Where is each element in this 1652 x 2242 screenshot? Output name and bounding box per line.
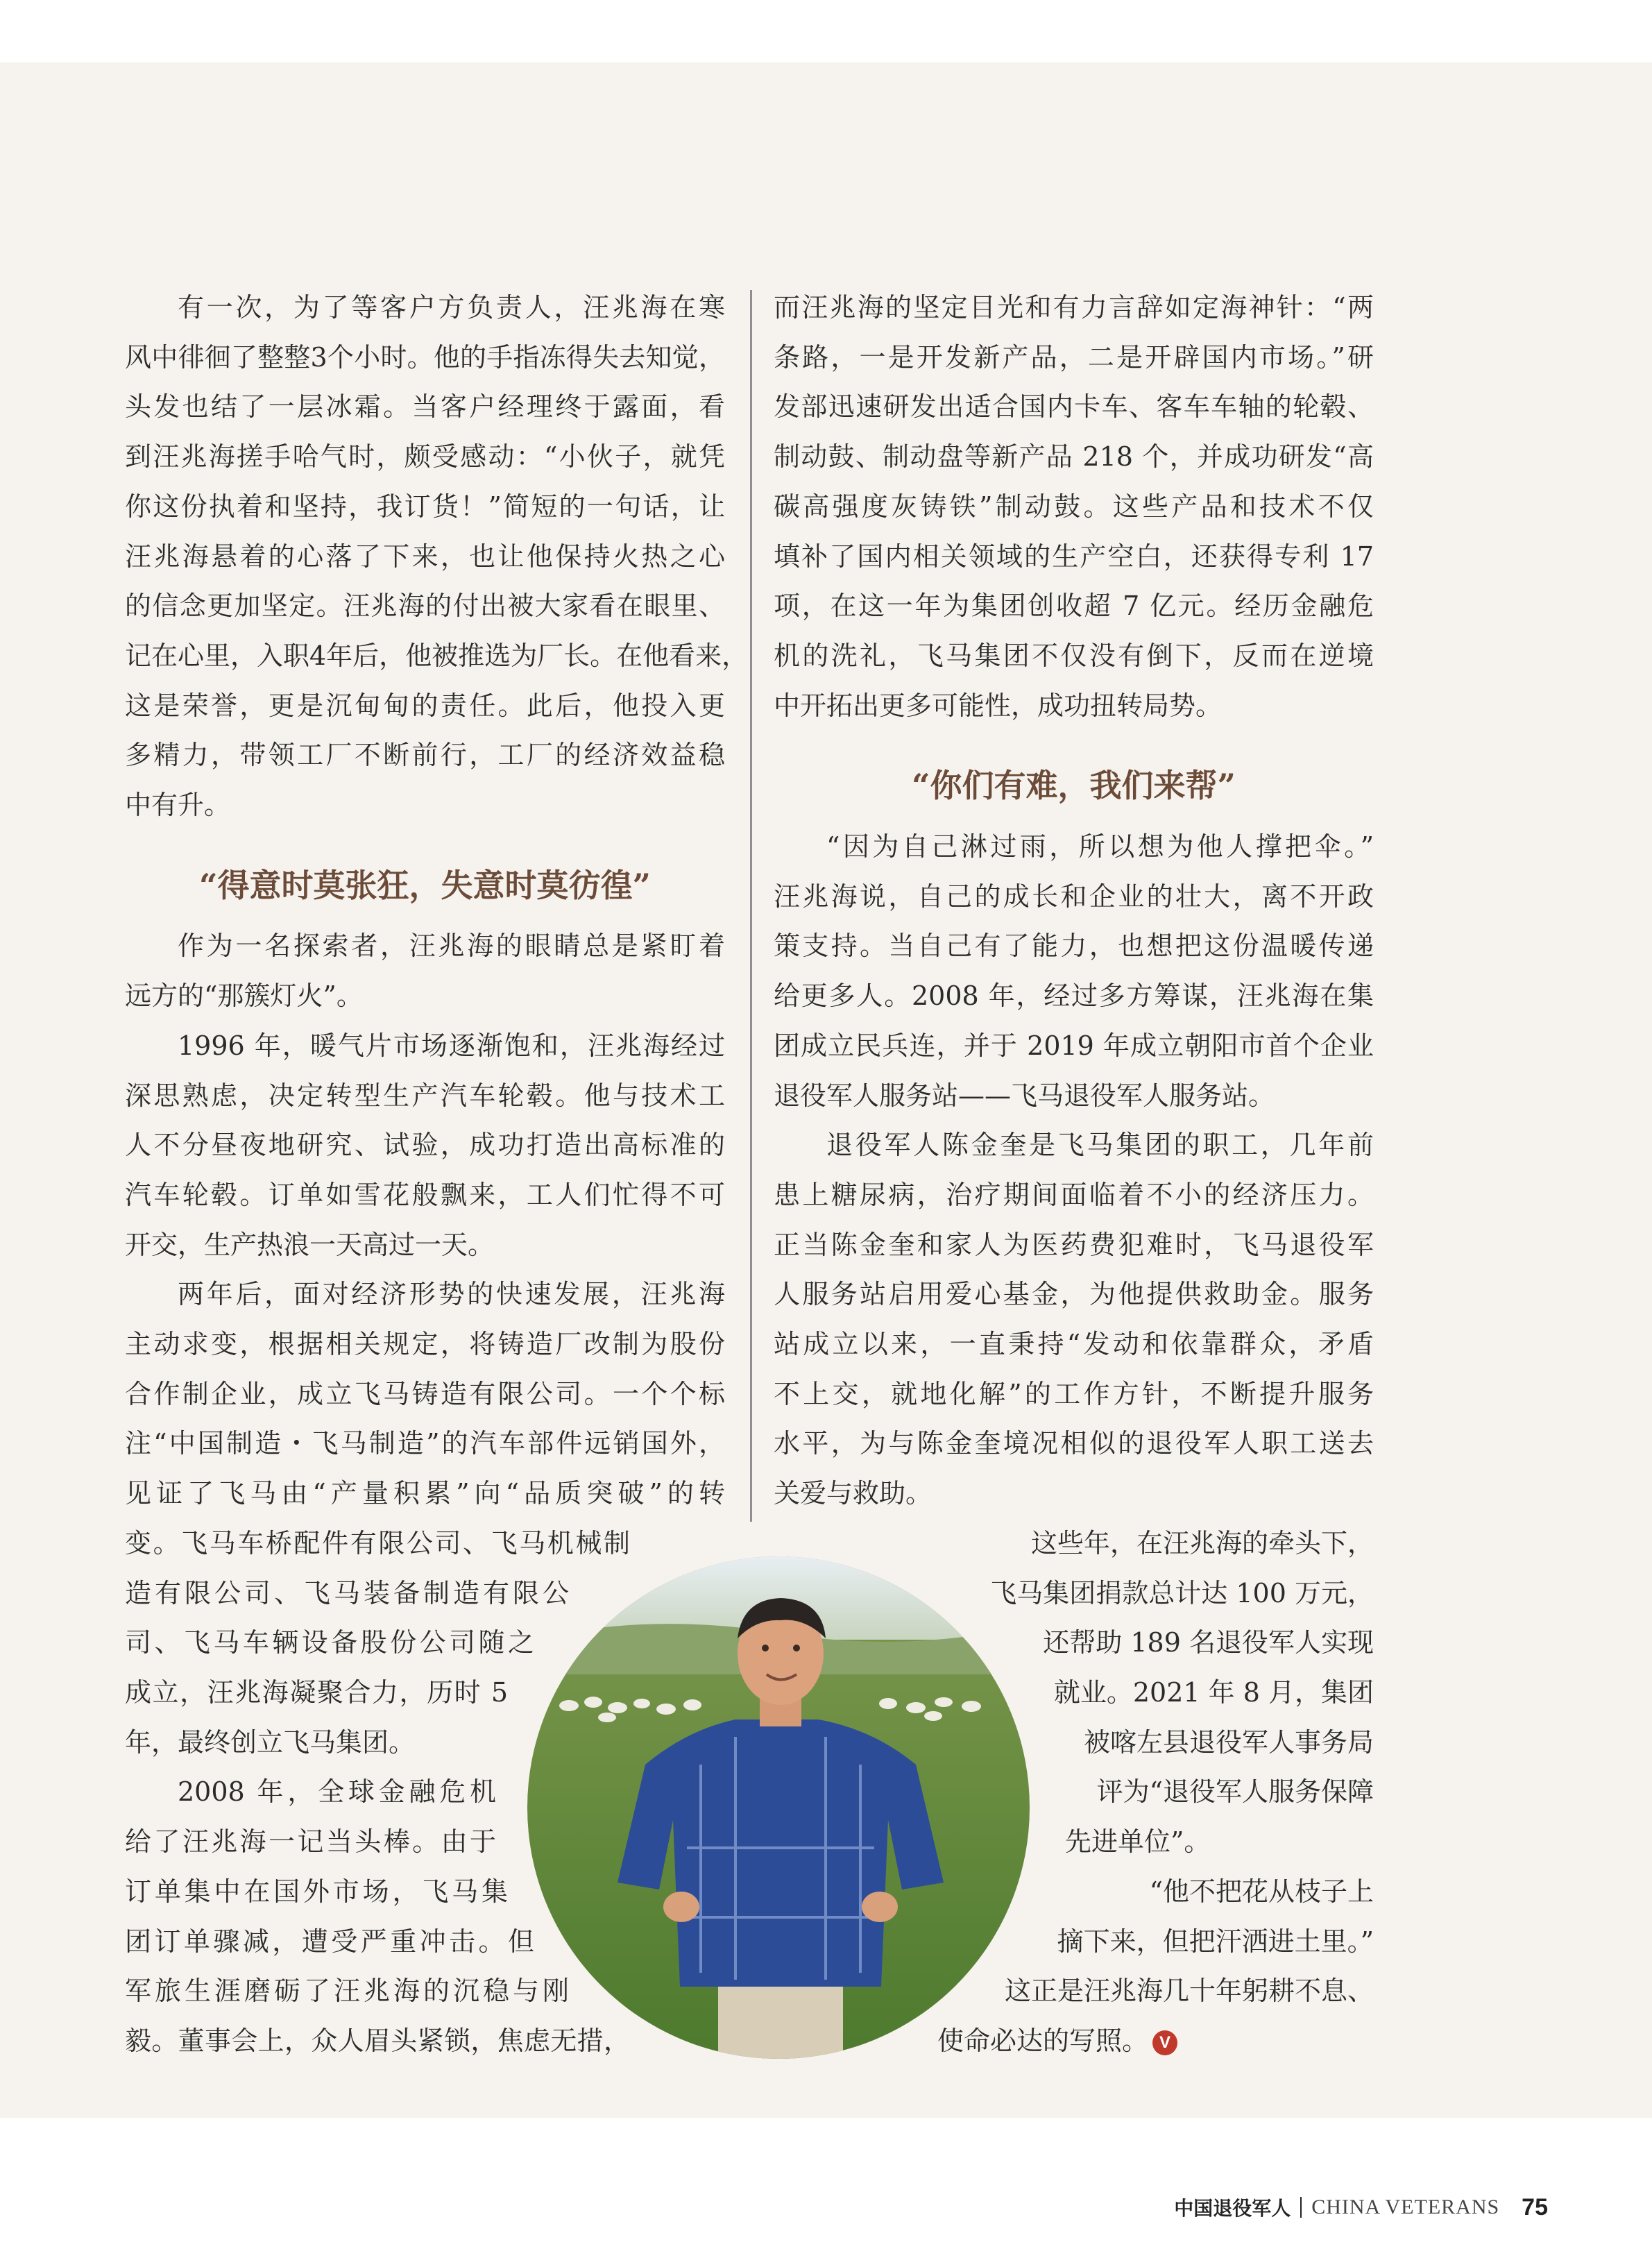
text-line: 就业。2021 年 8 月，集团 bbox=[1053, 1676, 1374, 1708]
text-line: 评为“退役军人服务保障 bbox=[1096, 1776, 1374, 1808]
text-line: 订单集中在国外市场，飞马集 bbox=[125, 1876, 508, 1907]
text-line: 填补了国内相关领域的生产空白，还获得专利 17 bbox=[774, 541, 1374, 572]
text-line: 记在心里，入职4年后，他被推选为厂长。在他看来， bbox=[125, 640, 749, 671]
text-line: 深思熟虑，决定转型生产汽车轮毂。他与技术工 bbox=[125, 1080, 725, 1111]
text-line: 1996 年，暖气片市场逐渐饱和，汪兆海经过 bbox=[178, 1030, 725, 1061]
text-line: 毅。董事会上，众人眉头紧锁，焦虑无措， bbox=[125, 2025, 630, 2056]
text-line: 被喀左县退役军人事务局 bbox=[1083, 1726, 1374, 1758]
text-line: 给了汪兆海一记当头棒。由于 bbox=[125, 1826, 496, 1858]
text-line: 司、飞马车辆设备股份公司随之 bbox=[125, 1627, 534, 1658]
text-line: 成立，汪兆海凝聚合力，历时 5 bbox=[125, 1676, 508, 1708]
text-line: “他不把花从枝子上 bbox=[1149, 1876, 1374, 1907]
text-line: 见证了飞马由“产量积累”向“品质突破”的转 bbox=[125, 1478, 725, 1509]
text-line: 水平，为与陈金奎境况相似的退役军人职工送去 bbox=[774, 1428, 1374, 1459]
text-line: 中有升。 bbox=[125, 790, 231, 821]
text-line: 不上交，就地化解”的工作方针，不断提升服务 bbox=[774, 1378, 1374, 1409]
portrait-illustration bbox=[527, 1556, 1030, 2059]
portrait-photo bbox=[527, 1556, 1030, 2059]
text-line: 变。飞马车桥配件有限公司、飞马机械制 bbox=[125, 1527, 630, 1559]
text-line: 人不分昼夜地研究、试验，成功打造出高标准的 bbox=[125, 1130, 725, 1161]
text-line: 关爱与救助。 bbox=[774, 1478, 933, 1509]
text-line: 远方的“那簇灯火”。 bbox=[125, 980, 363, 1012]
text-line: 年，最终创立飞马集团。 bbox=[125, 1726, 416, 1758]
text-line: 两年后，面对经济形势的快速发展，汪兆海 bbox=[178, 1279, 725, 1310]
column-divider bbox=[750, 290, 752, 1522]
text-line: 作为一名探索者，汪兆海的眼睛总是紧盯着 bbox=[178, 931, 725, 962]
text-line: 这是荣誉，更是沉甸甸的责任。此后，他投入更 bbox=[125, 690, 725, 721]
magazine-title-en: CHINA VETERANS bbox=[1311, 2196, 1500, 2218]
text-line: 这正是汪兆海几十年躬耕不息、 bbox=[1004, 1976, 1374, 2007]
text-line: “因为自己淋过雨，所以想为他人撑把伞。” bbox=[826, 831, 1374, 863]
text-line: 汪兆海悬着的心落了下来，也让他保持火热之心 bbox=[125, 541, 725, 572]
text-line: 注“中国制造・飞马制造”的汽车部件远销国外， bbox=[125, 1428, 725, 1459]
page-number: 75 bbox=[1522, 2193, 1548, 2220]
text-line: 发部迅速研发出适合国内卡车、客车车轴的轮毂、 bbox=[774, 391, 1374, 423]
text-line: 汽车轮毂。订单如雪花般飘来，工人们忙得不可 bbox=[125, 1179, 725, 1210]
text-line: 这些年，在汪兆海的牵头下， bbox=[1030, 1527, 1374, 1559]
text-line: 军旅生涯磨砺了汪兆海的沉稳与刚 bbox=[125, 1976, 569, 2007]
text-line: 站成立以来，一直秉持“发动和依靠群众，矛盾 bbox=[774, 1329, 1374, 1360]
text-line: 退役军人服务站——飞马退役军人服务站。 bbox=[774, 1080, 1275, 1111]
section-heading-left: “得意时莫张狂，失意时莫彷徨” bbox=[199, 866, 651, 904]
text-line: 主动求变，根据相关规定，将铸造厂改制为股份 bbox=[125, 1329, 725, 1360]
text-line: 机的洗礼，飞马集团不仅没有倒下，反而在逆境 bbox=[774, 640, 1374, 671]
text-line: 正当陈金奎和家人为医药费犯难时，飞马退役军 bbox=[774, 1229, 1374, 1260]
text-line: 风中徘徊了整整3个小时。他的手指冻得失去知觉， bbox=[125, 341, 725, 373]
text-line: 项，在这一年为集团创收超 7 亿元。经历金融危 bbox=[774, 591, 1374, 622]
paragraph-two-roads bbox=[774, 283, 1374, 731]
text-line: 飞马集团捐款总计达 100 万元， bbox=[990, 1577, 1374, 1608]
text-line: 造有限公司、飞马装备制造有限公 bbox=[125, 1577, 569, 1608]
text-line: 制动鼓、制动盘等新产品 218 个，并成功研发“高 bbox=[774, 441, 1374, 473]
text-line: 你这份执着和坚持，我订货！”简短的一句话，让 bbox=[125, 491, 725, 522]
text-line: 先进单位”。 bbox=[1065, 1826, 1211, 1858]
paragraph-customer-wait bbox=[125, 283, 749, 831]
paragraph-1996 bbox=[125, 1021, 725, 1271]
text-line: 有一次，为了等客户方负责人，汪兆海在寒 bbox=[178, 292, 725, 323]
section-heading-right: “你们有难，我们来帮” bbox=[912, 767, 1236, 805]
text-line: 给更多人。2008 年，经过多方筹谋，汪兆海在集 bbox=[774, 980, 1374, 1012]
page-footer bbox=[1174, 2193, 1548, 2221]
text-line: 团成立民兵连，并于 2019 年成立朝阳市首个企业 bbox=[774, 1030, 1374, 1061]
text-line: 退役军人陈金奎是飞马集团的职工，几年前 bbox=[826, 1130, 1374, 1161]
footer-separator bbox=[1300, 2197, 1302, 2218]
text-line: 合作制企业，成立飞马铸造有限公司。一个个标 bbox=[125, 1378, 725, 1409]
paragraph-explorer bbox=[125, 922, 725, 1021]
paragraph-chen-jinkui bbox=[774, 1121, 1374, 1519]
text-line: 碳高强度灰铸铁”制动鼓。这些产品和技术不仅 bbox=[774, 491, 1374, 522]
paragraph-umbrella bbox=[774, 822, 1374, 1121]
text-line: 策支持。当自己有了能力，也想把这份温暖传递 bbox=[774, 931, 1374, 962]
text-line: 患上糖尿病，治疗期间面临着不小的经济压力。 bbox=[774, 1179, 1374, 1210]
text-line: 而汪兆海的坚定目光和有力言辞如定海神针：“两 bbox=[774, 292, 1374, 323]
text-line: 摘下来，但把汗洒进土里。” bbox=[1057, 1926, 1374, 1957]
end-mark-icon: V bbox=[1152, 2030, 1177, 2055]
text-line: 还帮助 189 名退役军人实现 bbox=[1043, 1627, 1374, 1658]
text-line: 团订单骤减，遭受严重冲击。但 bbox=[125, 1926, 534, 1957]
text-line: 多精力，带领工厂不断前行，工厂的经济效益稳 bbox=[125, 740, 725, 771]
text-line: 开交，生产热浪一天高过一天。 bbox=[125, 1229, 495, 1260]
magazine-title-cn: 中国退役军人 bbox=[1174, 2197, 1291, 2220]
text-line: 2008 年，全球金融危机 bbox=[178, 1776, 496, 1808]
text-line: 中开拓出更多可能性，成功扭转局势。 bbox=[774, 690, 1223, 721]
text-line: 的信念更加坚定。汪兆海的付出被大家看在眼里、 bbox=[125, 591, 725, 622]
text-line: 人服务站启用爱心基金，为他提供救助金。服务 bbox=[774, 1279, 1374, 1310]
text-line: 头发也结了一层冰霜。当客户经理终于露面，看 bbox=[125, 391, 725, 423]
text-line: 到汪兆海搓手哈气时，颇受感动：“小伙子，就凭 bbox=[125, 441, 725, 473]
text-line: 汪兆海说，自己的成长和企业的壮大，离不开政 bbox=[774, 881, 1374, 912]
text-line: 使命必达的写照。 bbox=[937, 2025, 1149, 2056]
text-line: 条路，一是开发新产品，二是开辟国内市场。”研 bbox=[774, 341, 1374, 373]
